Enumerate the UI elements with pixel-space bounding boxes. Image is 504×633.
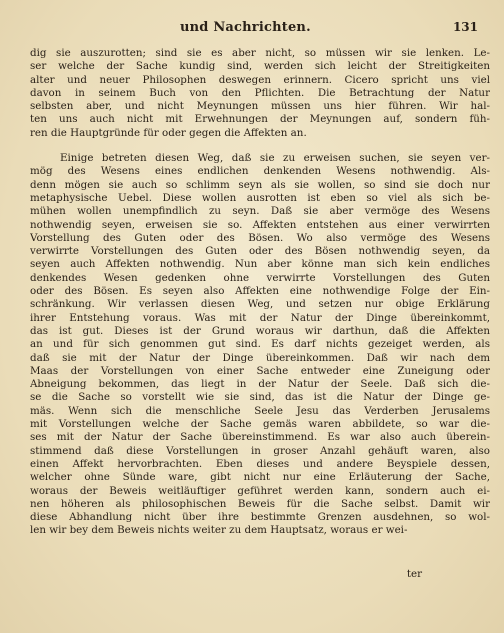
page-header [30, 20, 478, 40]
running-head: und Nachrichten. [180, 20, 311, 35]
text-line: se die Sache so vorstellt wie sie sind, das ist die Natur der Dinge ge- [30, 391, 490, 404]
paragraph [30, 152, 490, 538]
text-line: selbsten aber, und nicht Meynungen müssen uns hier führen. Wir hal- [30, 100, 490, 113]
text-line: verwirrte Vorstellungen des Guten oder des Bösen nothwendig seyen, da [30, 245, 490, 258]
text-line: ten uns auch nicht mit Erwehnungen der Meynungen auf, sondern füh- [30, 113, 490, 126]
text-line: mühen wollen unempfindlich zu seyn. Daß sie aber vermöge des Wesens [30, 205, 490, 218]
text-line: an und für sich genommen gut sind. Es darf nichts gezeiget werden, als [30, 338, 490, 351]
text-line: oder des Bösen. Es seyen also Affekten eine nothwendige Folge der Ein- [30, 285, 490, 298]
text-line: nothwendig seyen, erweisen sie so. Affekten entstehen aus einer verwirrten [30, 218, 490, 231]
paragraph [30, 47, 490, 140]
text-line: Einige betreten diesen Weg, daß sie zu erweisen suchen, sie seyen ver- [60, 152, 490, 165]
text-line: daß sie mit der Natur der Dinge übereinkommen. Daß wir nach dem [30, 351, 490, 364]
text-line: ihrer Entstehung voraus. Was mit der Natur der Dinge übereinkommt, [30, 311, 490, 324]
text-line: einen Affekt hervorbrachten. Eben dieses und andere Beyspiele dessen, [30, 457, 490, 470]
text-line: schränkung. Wir verlassen diesen Weg, und setzen nur obige Erklärung [30, 298, 490, 311]
text-line: stimmend daß diese Vorstellungen in groser Anzahl gehäuft waren, also [30, 444, 490, 457]
text-line: ren die Hauptgründe für oder gegen die Affekten an. [30, 126, 307, 139]
text-line: denn mögen sie auch so schlimm seyn als sie wollen, so sind sie doch nur [30, 178, 490, 191]
text-line: seyen auch Affekten nothwendig. Nun aber könne man sich kein endliches [30, 258, 490, 271]
text-line: das ist gut. Dieses ist der Grund woraus wir darthun, daß die Affekten [30, 324, 490, 337]
text-line: len wir bey dem Beweis nichts weiter zu dem Hauptsatz, woraus er wei- [30, 524, 408, 537]
text-line: davon in seinem Buch von den Pflichten. Die Betrachtung der Natur [30, 86, 490, 99]
page-body-text [30, 47, 490, 538]
text-line: woraus der Beweis weitläuftiger geführet werden kann, sondern auch ei- [30, 484, 490, 497]
page-number: 131 [452, 20, 478, 34]
text-line: mög des Wesens eines endlichen denkenden Wesens nothwendig. Als- [30, 165, 490, 178]
text-line: dig sie auszurotten; sind sie es aber nicht, so müssen wir sie lenken. Le- [30, 47, 490, 59]
text-line: diese Abhandlung nicht über ihre bestimmte Grenzen ausdehnen, so wol- [30, 511, 490, 524]
text-line: Maas der Vorstellungen von einer Sache entweder eine Zuneigung oder [30, 364, 490, 377]
text-line: ser welche der Sache kundig sind, werden sich leicht der Streitigkeiten [30, 60, 490, 73]
text-line: Abneigung bekommen, das liegt in der Natur der Seele. Daß sich die- [30, 378, 490, 391]
catchword: ter [406, 568, 422, 580]
text-line: mäs. Wenn sich die menschliche Seele Jesu das Verderben Jerusalems [30, 404, 490, 417]
text-line: ses mit der Natur der Sache übereinstimmend. Es war also auch überein- [30, 431, 490, 444]
text-line: nen höheren als philosophischen Beweis für die Sache selbst. Damit wir [30, 497, 490, 510]
text-line: mit Vorstellungen welche der Sache gemäs waren abbildete, so war die- [30, 418, 490, 431]
text-line: welcher ohne Sünde ware, gibt nicht nur eine Erläuterung der Sache, [30, 471, 490, 484]
text-line: alter und neuer Philosophen deswegen erinnern. Cicero spricht uns viel [30, 73, 490, 86]
text-line: metaphysische Uebel. Diese wollen ausrotten ist eben so viel als sich be- [30, 191, 490, 204]
text-line: denkendes Wesen gedenken ohne verwirrte Vorstellungen des Guten [30, 271, 490, 284]
text-line: Vorstellung des Guten oder des Bösen. Wo also vermöge des Wesens [30, 231, 490, 244]
